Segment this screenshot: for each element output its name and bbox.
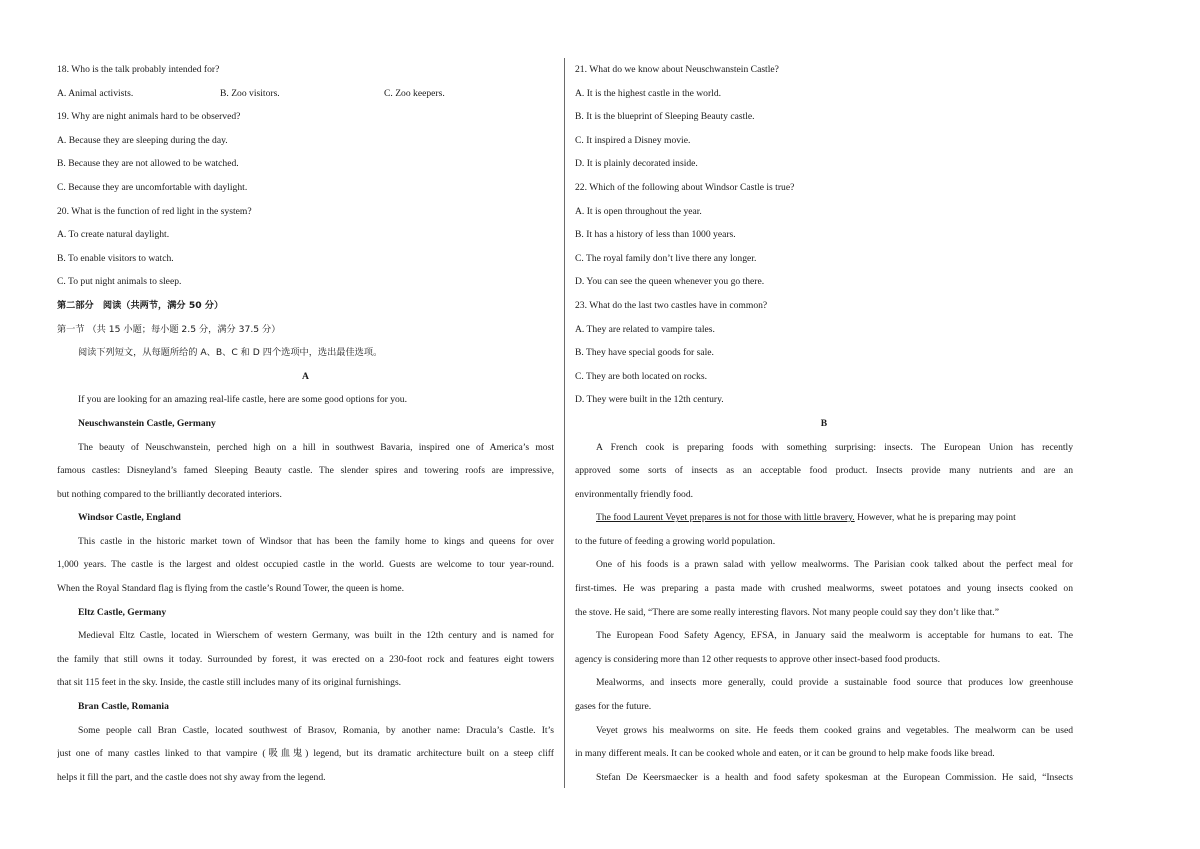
castle-heading: Neuschwanstein Castle, Germany bbox=[78, 417, 216, 429]
option-b: B. It is the blueprint of Sleeping Beauty castle. bbox=[575, 111, 755, 123]
paragraph-line: The European Food Safety Agency, EFSA, in January said the mealworm is acceptable for humans to eat. The bbox=[596, 630, 1073, 642]
option-b: B. Zoo visitors. bbox=[220, 87, 280, 99]
paragraph-line: famous castles: Disneyland’s famed Sleeping Beauty castle. The slender spires and towering roofs are impressive, bbox=[57, 465, 554, 477]
paragraph-line: the family that still owns it today. Surrounded by forest, it was erected on a 230-foot rock and features eight towers bbox=[57, 653, 554, 665]
option-b: B. Because they are not allowed to be watched. bbox=[57, 158, 239, 170]
paragraph-line: approved some sorts of insects as an acceptable food product. Insects provide many nutrients and are an bbox=[575, 465, 1073, 477]
question-21: 21. What do we know about Neuschwanstein Castle? bbox=[575, 64, 779, 75]
paragraph-line: to the future of feeding a growing world population. bbox=[575, 535, 776, 547]
option-a: A. To create natural daylight. bbox=[57, 229, 170, 241]
right-column bbox=[575, 58, 1073, 789]
section-heading: 第一节 （共 15 小题；每小题 2.5 分，满分 37.5 分） bbox=[57, 323, 281, 335]
left-column bbox=[57, 58, 554, 789]
paragraph-line bbox=[575, 506, 1073, 530]
paragraph-line: agency is considering more than 12 other requests to approve other insect-based food products. bbox=[575, 653, 940, 665]
option-a: A. Animal activists. bbox=[57, 87, 134, 99]
paragraph-line: This castle in the historic market town of Windsor that has been the family home to kings and queens for over bbox=[78, 535, 554, 547]
paragraph-line: just one of many castles linked to that vampire (吸血鬼) legend, but its dramatic architecture built on a steep cliff bbox=[57, 748, 554, 760]
column-divider bbox=[564, 58, 565, 788]
paragraph-line: 1,000 years. The castle is the largest and oldest occupied castle in the world. Guests are welcome to tour year-round. bbox=[57, 559, 554, 571]
option-b: B. They have special goods for sale. bbox=[575, 347, 714, 359]
question-20: 20. What is the function of red light in the system? bbox=[57, 205, 252, 217]
paragraph-line: Stefan De Keersmaecker is a health and food safety spokesman at the European Commission. He said, “Insects bbox=[596, 771, 1073, 783]
question-23: 23. What do the last two castles have in common? bbox=[575, 299, 768, 311]
paragraph-line: the stove. He said, “There are some really interesting flavors. Not many people could say they don’t like that.” bbox=[575, 606, 999, 618]
paragraph-line: helps it fill the part, and the castle does not shy away from the legend. bbox=[57, 771, 326, 783]
paragraph-line: that sit 115 feet in the sky. Inside, the castle still includes many of its original furnishings. bbox=[57, 677, 402, 689]
passage-label: B bbox=[820, 417, 828, 429]
paragraph-line: gases for the future. bbox=[575, 701, 652, 713]
question-18: 18. Who is the talk probably intended for? bbox=[57, 64, 220, 75]
option-a: A. They are related to vampire tales. bbox=[575, 323, 715, 335]
paragraph-line: Medieval Eltz Castle, located in Wierschem of western Germany, was built in the 12th century and is named for bbox=[78, 630, 554, 642]
passage-intro: If you are looking for an amazing real-life castle, here are some good options for you. bbox=[78, 394, 407, 406]
option-c: C. Because they are uncomfortable with daylight. bbox=[57, 181, 248, 193]
castle-heading: Windsor Castle, England bbox=[78, 512, 181, 524]
paragraph-line: environmentally friendly food. bbox=[575, 488, 694, 500]
question-19: 19. Why are night animals hard to be observed? bbox=[57, 111, 241, 123]
option-d: D. You can see the queen whenever you go there. bbox=[575, 276, 765, 288]
paragraph-line: Some people call Bran Castle, located southwest of Brasov, Romania, by another name: Dracula’s Castle. It’s bbox=[78, 724, 554, 736]
option-d: D. They were built in the 12th century. bbox=[575, 394, 724, 406]
castle-heading: Bran Castle, Romania bbox=[78, 701, 169, 713]
question-22: 22. Which of the following about Windsor Castle is true? bbox=[575, 181, 795, 193]
paragraph-line: Veyet grows his mealworms on site. He feeds them cooked grains and vegetables. The mealworm can be used bbox=[596, 724, 1073, 736]
option-a: A. It is open throughout the year. bbox=[575, 205, 702, 217]
option-c: C. The royal family don’t live there any longer. bbox=[575, 252, 757, 264]
paragraph-line: Mealworms, and insects more generally, could provide a sustainable food source that produces low greenhouse bbox=[596, 677, 1073, 689]
option-c: C. Zoo keepers. bbox=[384, 87, 445, 99]
sentence-rest: However, what he is preparing may point bbox=[854, 512, 1016, 524]
option-b: B. To enable visitors to watch. bbox=[57, 252, 174, 264]
paragraph-line: A French cook is preparing foods with something surprising: insects. The European Union has recently bbox=[596, 441, 1073, 453]
paragraph-line: but nothing compared to the brilliantly decorated interiors. bbox=[57, 488, 282, 500]
paragraph-line: in many different meals. It can be cooked whole and eaten, or it can be ground to help make foods like bread. bbox=[575, 748, 995, 760]
paragraph-line: One of his foods is a prawn salad with yellow mealworms. The Parisian cook talked about the perfect meal for bbox=[596, 559, 1073, 571]
option-c: C. It inspired a Disney movie. bbox=[575, 134, 691, 146]
paragraph-line: first-times. He was preparing a pasta made with crushed mealworms, sweet potatoes and young insects cooked on bbox=[575, 583, 1073, 595]
question-18-options bbox=[57, 82, 554, 106]
instruction: 阅读下列短文，从每题所给的 A、B、C 和 D 四个选项中，选出最佳选项。 bbox=[78, 347, 383, 359]
option-a: A. It is the highest castle in the world. bbox=[575, 87, 722, 99]
option-c: C. To put night animals to sleep. bbox=[57, 276, 182, 288]
part-heading: 第二部分 阅读（共两节，满分 50 分） bbox=[57, 299, 224, 311]
option-c: C. They are both located on rocks. bbox=[575, 370, 707, 382]
option-d: D. It is plainly decorated inside. bbox=[575, 158, 698, 170]
castle-heading: Eltz Castle, Germany bbox=[78, 606, 167, 618]
paragraph-line: The beauty of Neuschwanstein, perched high on a hill in southwest Bavaria, inspired one of America’s most bbox=[78, 441, 554, 453]
underlined-sentence: The food Laurent Veyet prepares is not for those with little bravery. bbox=[596, 512, 855, 524]
paragraph-line: When the Royal Standard flag is flying from the castle’s Round Tower, the queen is home. bbox=[57, 583, 404, 595]
option-b: B. It has a history of less than 1000 years. bbox=[575, 229, 736, 241]
passage-label: A bbox=[302, 370, 309, 382]
option-a: A. Because they are sleeping during the day. bbox=[57, 134, 228, 146]
